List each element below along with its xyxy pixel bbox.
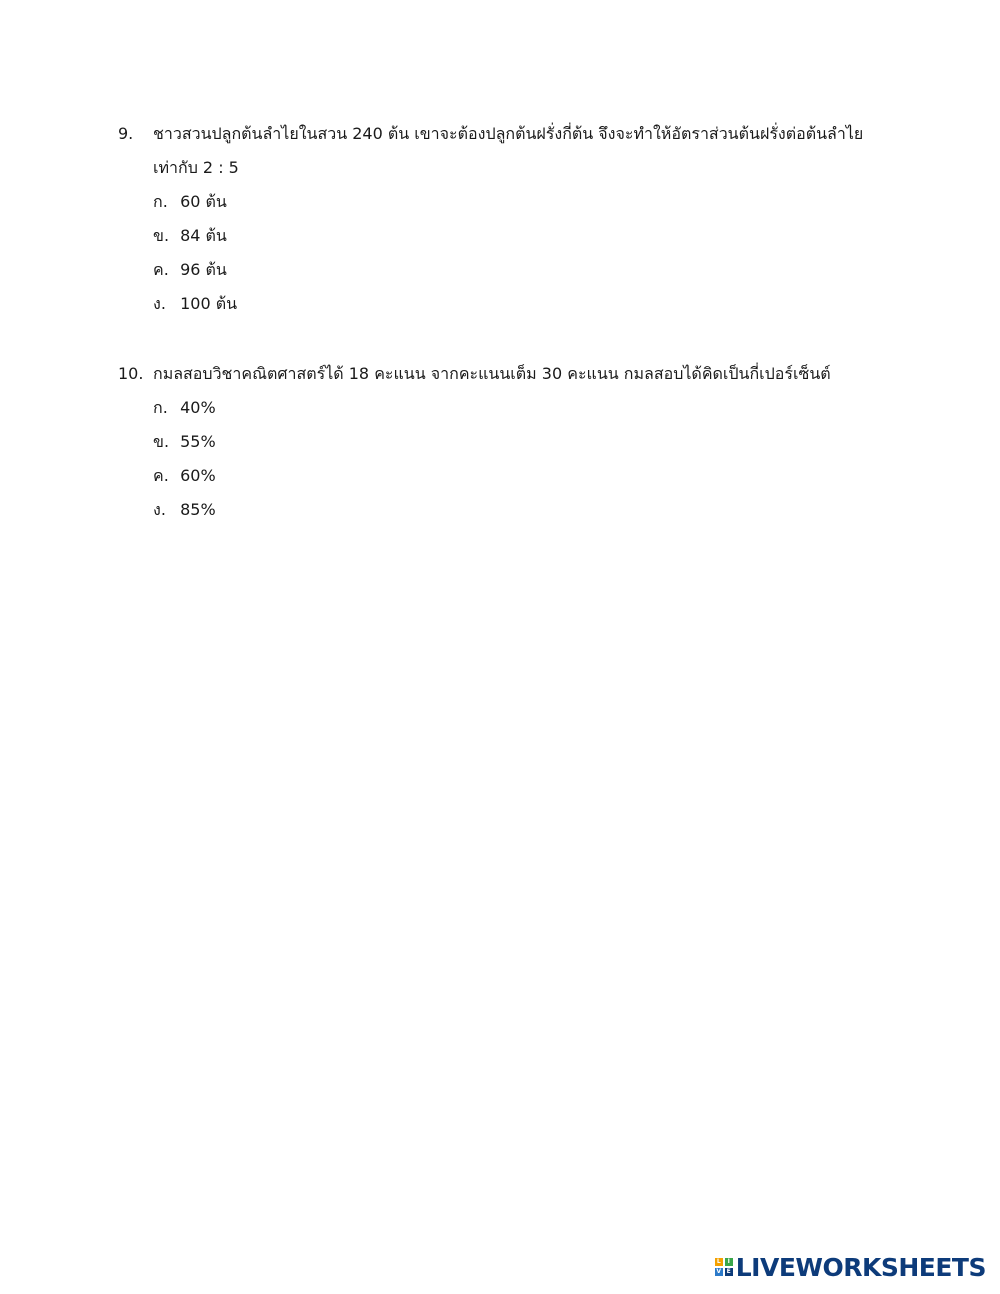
liveworksheets-logo[interactable] [715, 1252, 986, 1282]
logo-square-v: V [716, 1268, 722, 1275]
question-text-continued: เท่ากับ 2 : 5 [153, 158, 239, 177]
choice-c [118, 253, 918, 287]
choice-value: 85% [180, 500, 216, 519]
choice-letter: ง. [153, 500, 166, 519]
choice-value: 84 ต้น [180, 226, 227, 245]
choice-d [118, 493, 918, 527]
choice-value: 60% [180, 466, 216, 485]
choice-letter: ก. [153, 398, 168, 417]
choice-letter: ข. [153, 226, 170, 245]
choice-value: 55% [180, 432, 216, 451]
choice-letter: ง. [153, 294, 166, 313]
choice-letter: ค. [153, 260, 169, 279]
choice-value: 100 ต้น [180, 294, 238, 313]
logo-text: LIVEWORKSHEETS [735, 1252, 986, 1282]
logo-square-i: I [725, 1258, 733, 1266]
choice-letter: ค. [153, 466, 169, 485]
choice-c [118, 459, 918, 493]
choice-value: 96 ต้น [180, 260, 227, 279]
choice-b [118, 219, 918, 253]
question-10 [118, 357, 918, 527]
question-text: ชาวสวนปลูกต้นลำไยในสวน 240 ต้น เขาจะต้องปลูกต้นฝรั่งกี่ต้น จึงจะทำให้อัตราส่วนต้นฝรั่งต่อต้นลำไย [153, 124, 864, 143]
choice-b [118, 425, 918, 459]
logo-square-l: L [715, 1258, 723, 1266]
liveworksheets-logo-icon [715, 1258, 733, 1276]
question-text: กมลสอบวิชาคณิตศาสตร์ได้ 18 คะแนน จากคะแนนเต็ม 30 คะแนน กมลสอบได้คิดเป็นกี่เปอร์เซ็นต์ [153, 364, 831, 383]
choice-value: 40% [180, 398, 216, 417]
choice-d [118, 287, 918, 321]
choice-value: 60 ต้น [180, 192, 227, 211]
question-9 [118, 117, 918, 321]
question-number: 10. [118, 364, 144, 383]
logo-square-e: E [726, 1268, 731, 1275]
choice-a [118, 185, 918, 219]
choice-letter: ข. [153, 432, 170, 451]
choice-letter: ก. [153, 192, 168, 211]
choice-a [118, 391, 918, 425]
question-number: 9. [118, 124, 134, 143]
